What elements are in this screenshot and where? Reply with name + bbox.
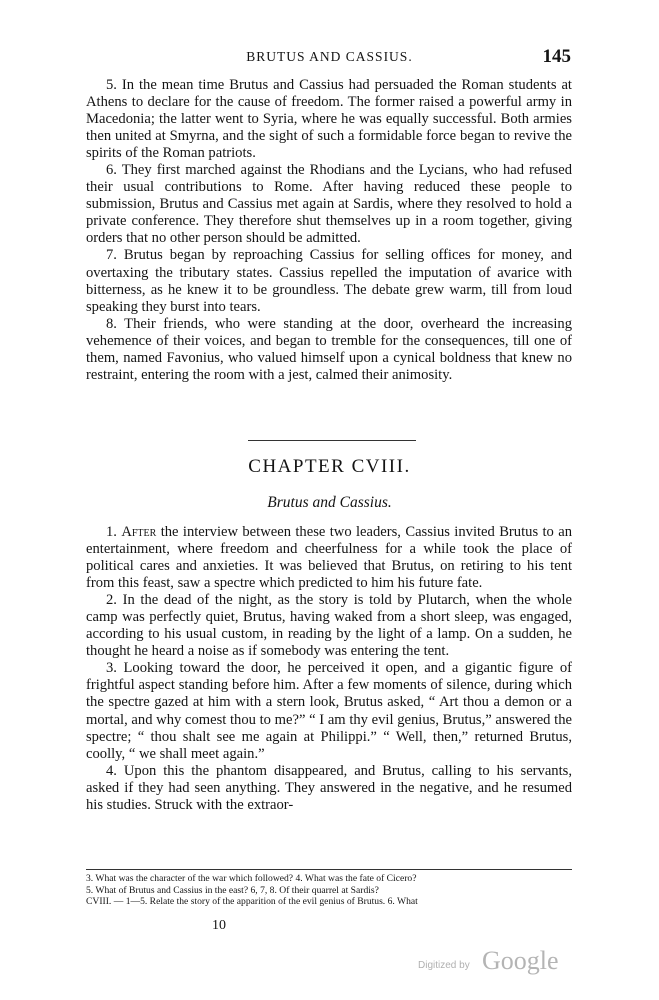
footnote-line: 5. What of Brutus and Cassius in the east? 6, 7, 8. Of their quarrel at Sardis? bbox=[86, 884, 379, 896]
chapter-paragraph-1 bbox=[86, 524, 572, 592]
paragraph-lead-word: After bbox=[121, 524, 157, 540]
running-head bbox=[88, 46, 571, 68]
chapter-paragraph-4: 4. Upon this the phantom disappeared, and Brutus, calling to his servants, asked if they had seen anything. They answered in the negative, and he resumed his studies. Struck with the extraor- bbox=[86, 762, 572, 813]
google-logo: Google bbox=[482, 946, 559, 975]
paragraph-8: 8. Their friends, who were standing at the door, overheard the increasing vehemence of their voices, and began to tremble for the consequences, till one of them, named Favonius, who valued himself upon a cynical boldness that knew no restraint, entering the room with a jest, calmed their animosity. bbox=[86, 315, 572, 383]
footnotes bbox=[86, 873, 572, 908]
signature-mark: 10 bbox=[212, 918, 226, 933]
footnote-line: CVIII. — 1—5. Relate the story of the apparition of the evil genius of Brutus. 6. What bbox=[86, 896, 418, 907]
chapter-paragraph-2: 2. In the dead of the night, as the story is told by Plutarch, when the whole camp was perfectly quiet, Brutus, having waked from a short sleep, was engaged, according to his usual custom, in reading by the light of a lamp. On a sudden, he thought he heard a noise as if somebody was entering the tent. bbox=[86, 592, 572, 660]
digitized-watermark bbox=[418, 946, 578, 980]
footnote-divider bbox=[86, 869, 572, 870]
previous-chapter-text bbox=[86, 77, 572, 384]
paragraph-5: 5. In the mean time Brutus and Cassius had persuaded the Roman students at Athens to declare for the cause of freedom. The former raised a powerful army in Macedonia; the latter went to Syria, where he was equally successful. Both armies then united at Smyrna, and the sight of such a formidable force began to revive the spirits of the Roman patriots. bbox=[86, 77, 572, 162]
paragraph-text: the interview between these two leaders, Cassius invited Brutus to an entertainment, where freedom and cheerfulness for a while took the place of political cares and anxieties. It was believed that Brutus, on retiring to his tent from this feast, saw a spectre which predicted to him his future fate. bbox=[86, 524, 572, 592]
chapter-paragraph-3: 3. Looking toward the door, he perceived it open, and a gigantic figure of frightful aspect standing before him. After a few moments of silence, during which the spectre gazed at him with a stern look, Brutus asked, “ Art thou a demon or a mortal, and why comest thou to me?” “ I am thy evil genius, Brutus,” answered the spectre; “ thou shalt see me again at Philippi.” “ Well, then,” returned Brutus, coolly, “ we shall meet again.” bbox=[86, 660, 572, 762]
running-title: BRUTUS AND CASSIUS. bbox=[246, 49, 413, 64]
chapter-title: CHAPTER CVIII. bbox=[248, 456, 411, 477]
paragraph-number: 1. bbox=[106, 524, 117, 540]
digitized-by-label: Digitized by bbox=[418, 960, 470, 971]
paragraph-6: 6. They first marched against the Rhodians and the Lycians, who had refused their usual contributions to Rome. After having reduced these people to submission, Brutus and Cassius met again at Sardis, where they resolved to hold a private conference. They therefore shut themselves up in a room together, giving orders that no other person should be admitted. bbox=[86, 162, 572, 247]
section-divider bbox=[248, 440, 416, 441]
footnote-line: 3. What was the character of the war which followed? 4. What was the fate of Cicero? bbox=[86, 873, 417, 884]
page-number: 145 bbox=[542, 46, 571, 67]
chapter-text bbox=[86, 524, 572, 814]
chapter-subtitle: Brutus and Cassius. bbox=[267, 494, 392, 511]
paragraph-7: 7. Brutus began by reproaching Cassius for selling offices for money, and overtaxing the tributary states. Cassius repelled the imputation of avarice with bitterness, as he knew it to be groundless. The debate grew warm, till from loud speaking they burst into tears. bbox=[86, 247, 572, 315]
